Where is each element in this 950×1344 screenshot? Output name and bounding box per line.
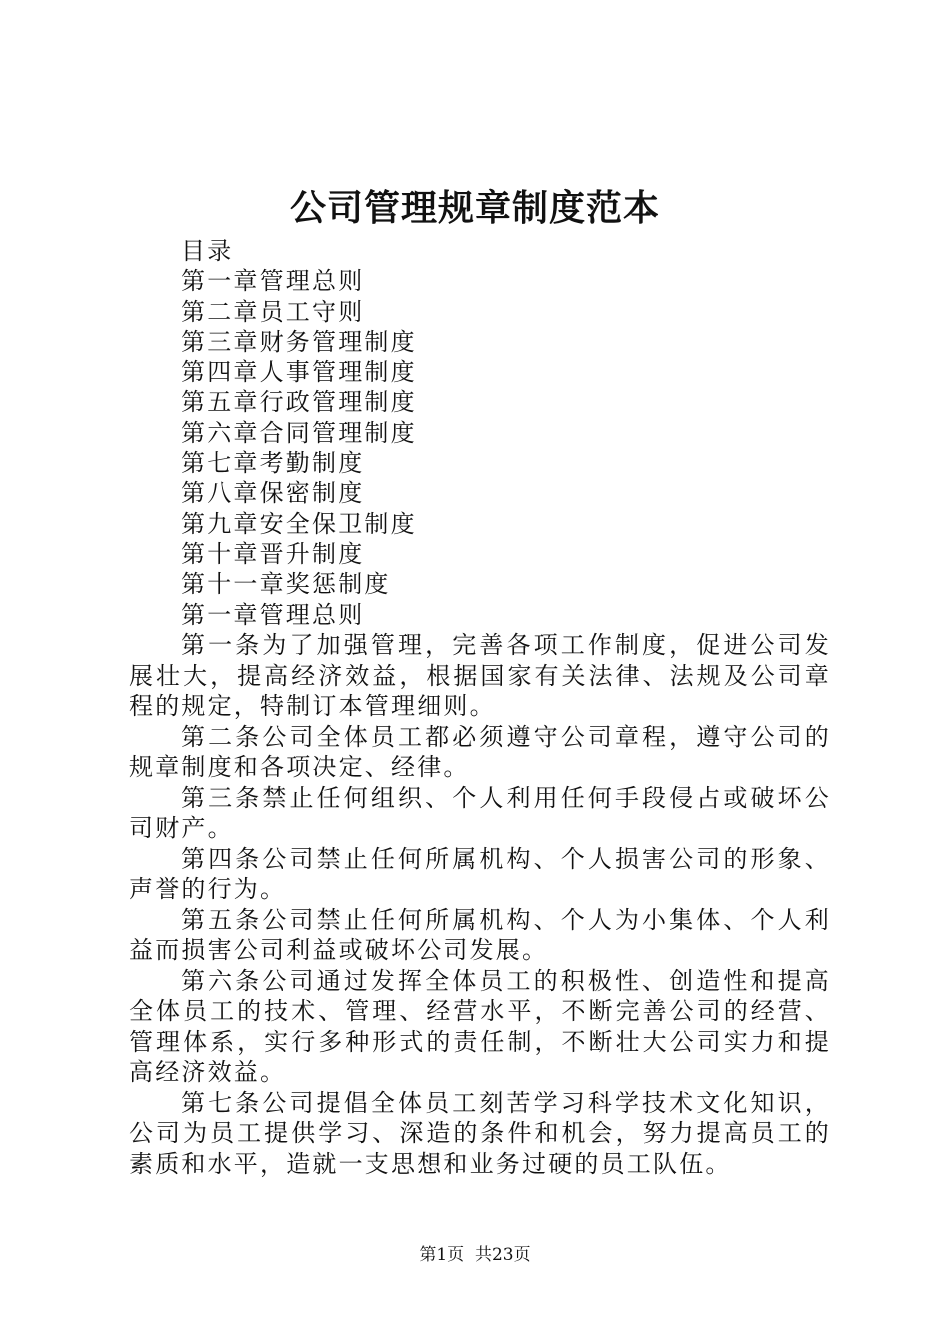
document-body bbox=[129, 630, 831, 1179]
article-paragraph: 第七条公司提倡全体员工刻苦学习科学技术文化知识，公司为员工提供学习、深造的条件和机会，努力提高员工的素质和水平，造就一支思想和业务过硬的员工队伍。 bbox=[129, 1088, 831, 1178]
toc-item: 第九章安全保卫制度 bbox=[181, 509, 417, 538]
toc-item: 第六章合同管理制度 bbox=[181, 418, 417, 447]
article-paragraph: 第一条为了加强管理，完善各项工作制度，促进公司发展壮大，提高经济效益，根据国家有关法律、法规及公司章程的规定，特制订本管理细则。 bbox=[129, 631, 831, 720]
article-paragraph: 第六条公司通过发挥全体员工的积极性、创造性和提高全体员工的技术、管理、经营水平，不断完善公司的经营、管理体系，实行多种形式的责任制，不断壮大公司实力和提高经济效益。 bbox=[129, 966, 831, 1086]
toc-item: 第五章行政管理制度 bbox=[181, 388, 417, 417]
toc-heading: 目录 bbox=[181, 237, 234, 265]
toc-item: 第四章人事管理制度 bbox=[181, 358, 417, 387]
article-paragraph: 第三条禁止任何组织、个人利用任何手段侵占或破坏公司财产。 bbox=[129, 783, 831, 842]
toc-item: 第十章晋升制度 bbox=[181, 539, 365, 568]
section-heading: 第一章管理总则 bbox=[181, 600, 365, 629]
toc-item: 第七章考勤制度 bbox=[181, 449, 365, 478]
toc-item: 第八章保密制度 bbox=[181, 479, 365, 508]
document-title: 公司管理规章制度范本 bbox=[289, 187, 660, 229]
toc-item: 第十一章奖惩制度 bbox=[181, 570, 391, 599]
toc-item: 第一章管理总则 bbox=[181, 267, 365, 296]
toc-item: 第二章员工守则 bbox=[181, 297, 365, 326]
article-paragraph: 第四条公司禁止任何所属机构、个人损害公司的形象、声誉的行为。 bbox=[129, 844, 831, 903]
article-paragraph: 第五条公司禁止任何所属机构、个人为小集体、个人利益而损害公司利益或破坏公司发展。 bbox=[129, 905, 831, 964]
page-footer: 第1页 共23页 bbox=[419, 1245, 531, 1265]
toc-item: 第三章财务管理制度 bbox=[181, 327, 417, 356]
article-paragraph: 第二条公司全体员工都必须遵守公司章程，遵守公司的规章制度和各项决定、经律。 bbox=[129, 722, 831, 781]
table-of-contents bbox=[181, 236, 831, 630]
